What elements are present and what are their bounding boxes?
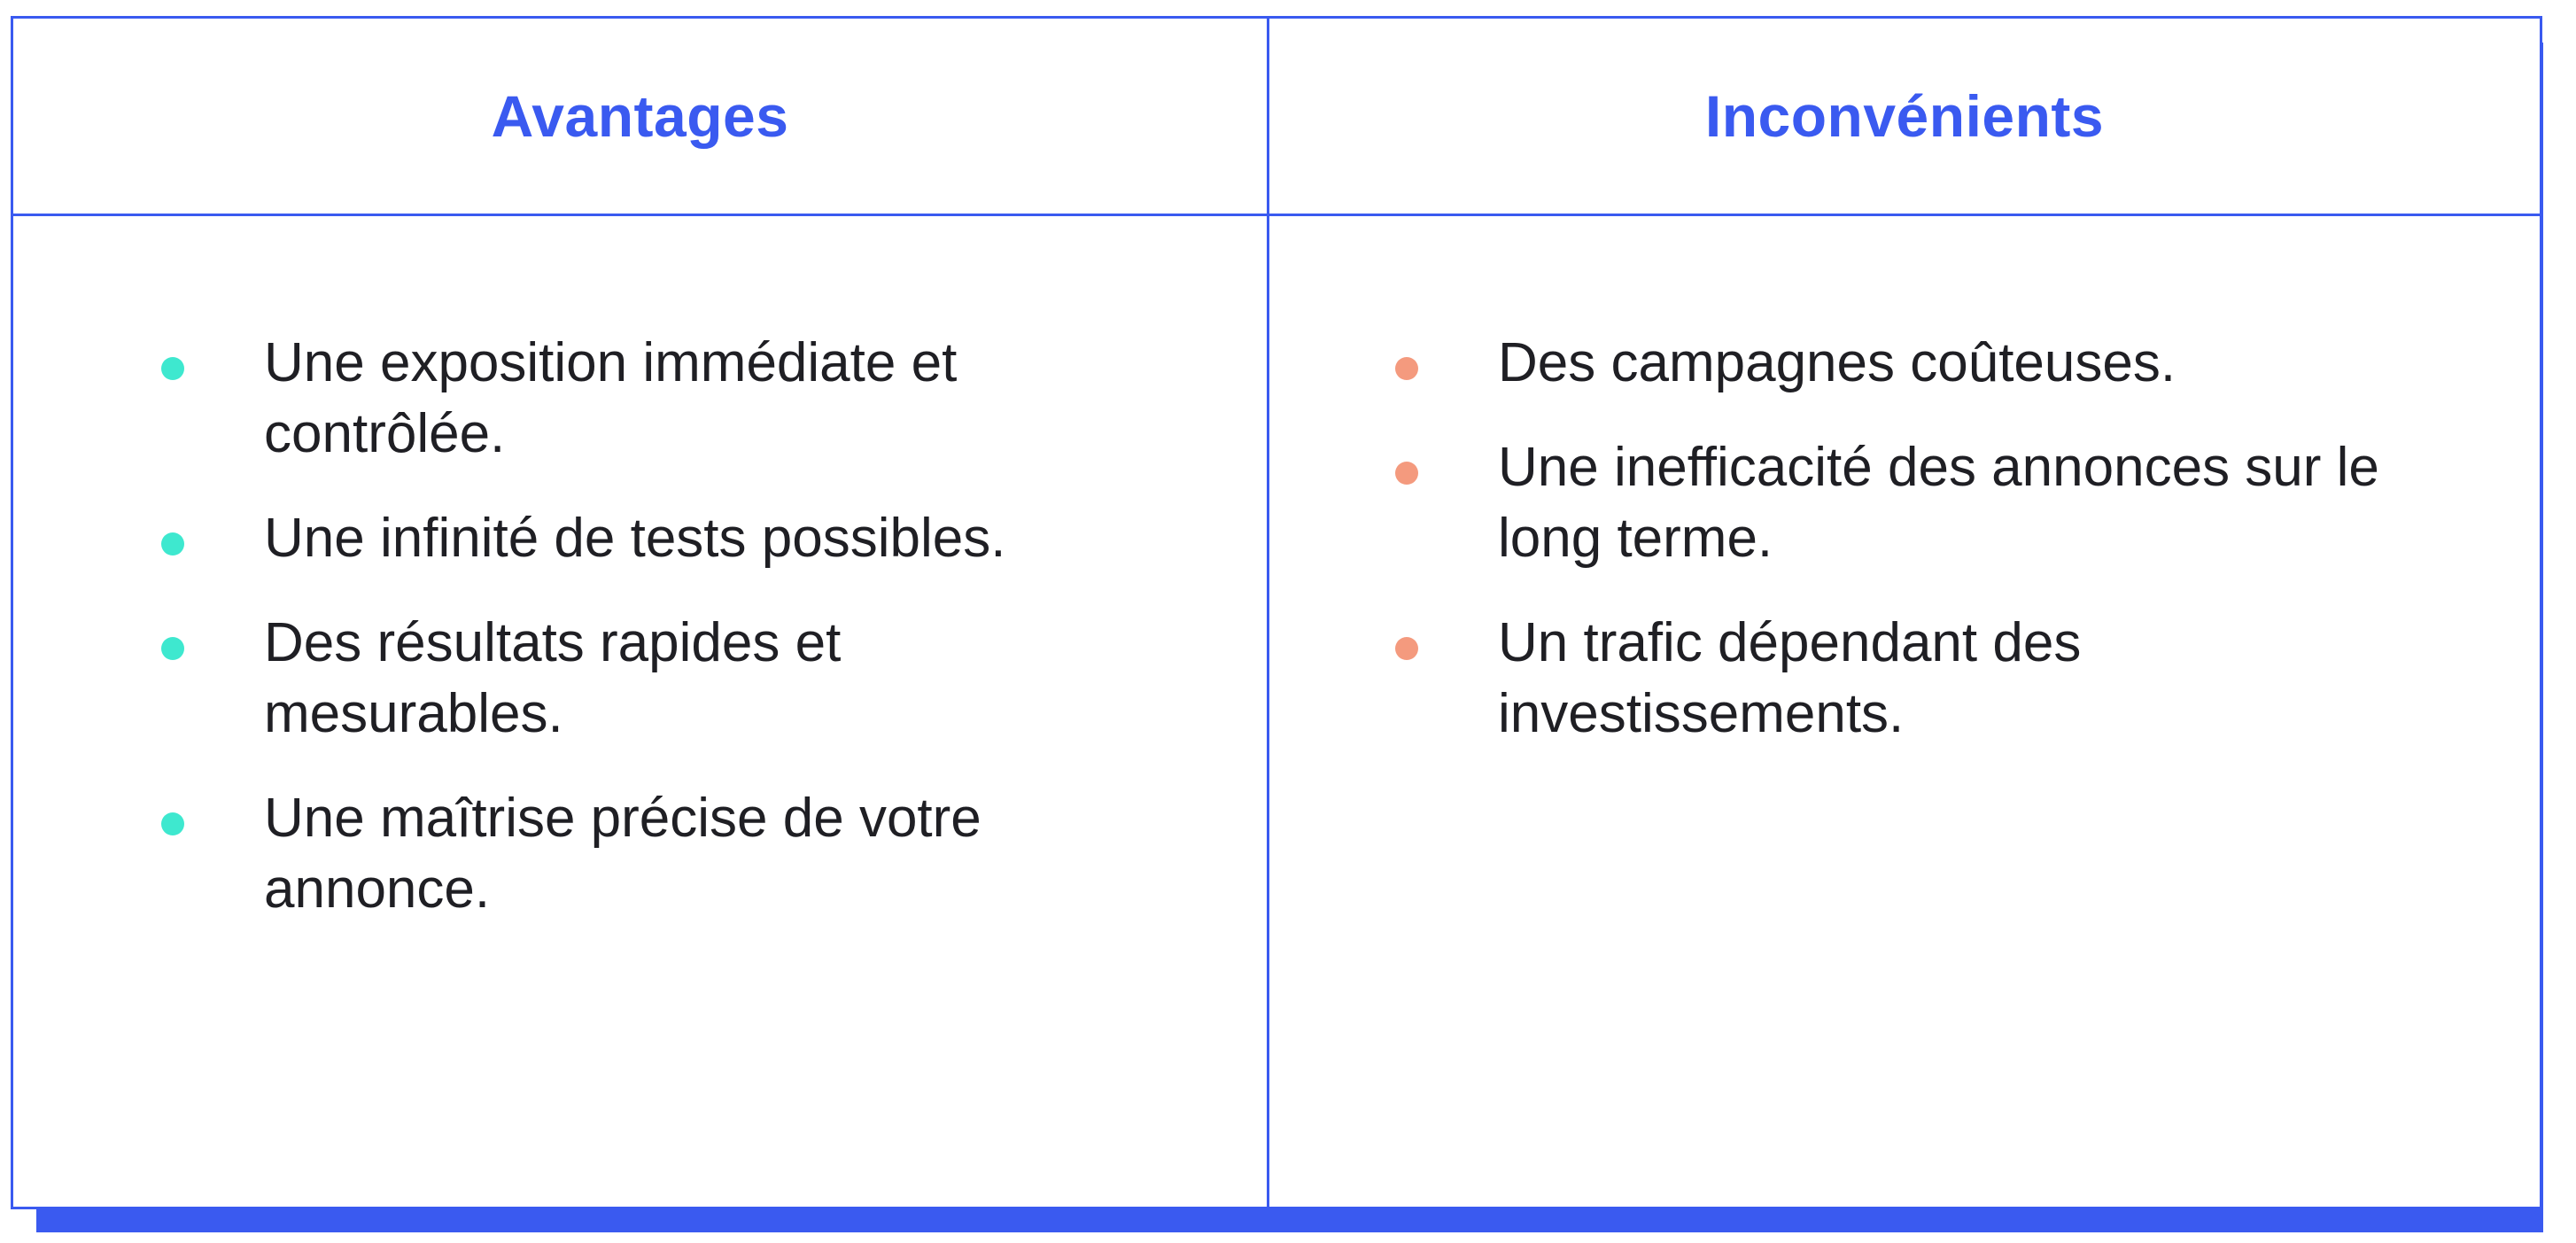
disadvantage-text: Des campagnes coûteuses. <box>1498 332 2176 393</box>
header-cell-disadvantages <box>1269 19 2540 214</box>
advantage-text: Une exposition immédiate et contrôlée. <box>264 332 958 464</box>
bullet-dot-icon <box>1395 357 1418 380</box>
disadvantage-text: Un trafic dépendant des investissements. <box>1498 612 2082 744</box>
advantage-text: Des résultats rapides et mesurables. <box>264 612 842 744</box>
disadvantages-list <box>1385 328 2439 783</box>
list-item <box>151 608 1134 750</box>
list-item <box>1385 432 2439 574</box>
list-item <box>151 328 1134 470</box>
disadvantage-text: Une inefficacité des annonces sur le long terme. <box>1498 437 2379 569</box>
bullet-dot-icon <box>161 532 184 555</box>
list-item <box>1385 608 2439 750</box>
header-disadvantages: Inconvénients <box>1704 83 2105 149</box>
header-advantages: Avantages <box>491 83 789 149</box>
bullet-dot-icon <box>161 637 184 660</box>
bullet-dot-icon <box>161 357 184 380</box>
bullet-dot-icon <box>161 812 184 835</box>
bullet-dot-icon <box>1395 637 1418 660</box>
header-cell-advantages <box>13 19 1267 214</box>
list-item <box>1385 328 2439 399</box>
advantages-list <box>151 328 1134 959</box>
list-item <box>151 783 1134 925</box>
list-item <box>151 503 1134 574</box>
bullet-dot-icon <box>1395 462 1418 485</box>
advantage-text: Une maîtrise précise de votre annonce. <box>264 788 982 920</box>
header-divider <box>13 214 2540 216</box>
advantage-text: Une infinité de tests possibles. <box>264 508 1006 569</box>
